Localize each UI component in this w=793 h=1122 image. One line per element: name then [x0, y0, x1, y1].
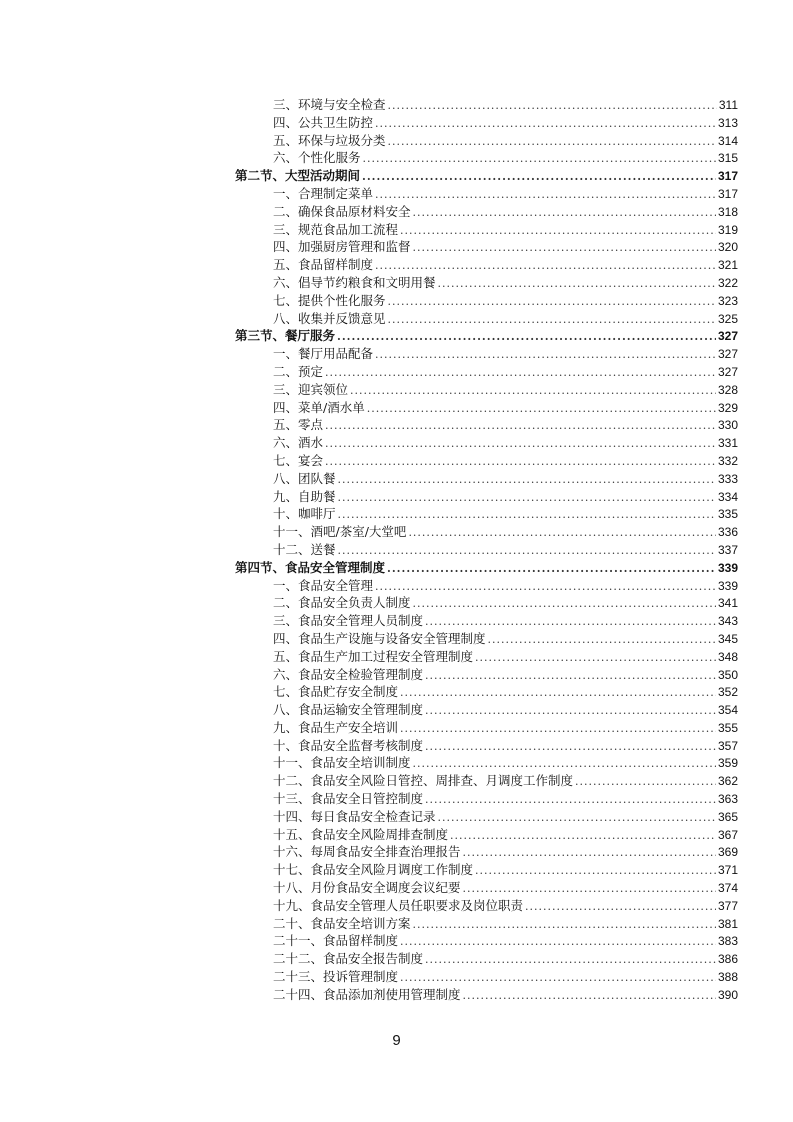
toc-entry[interactable] — [273, 932, 738, 950]
toc-entry-title: 十三、食品安全日管控制度 — [273, 791, 424, 807]
toc-entry-title: 四、食品生产设施与设备安全管理制度 — [273, 630, 486, 646]
toc-dot-leader — [413, 204, 716, 222]
toc-dot-leader — [400, 933, 716, 951]
toc-dot-leader — [338, 542, 716, 560]
toc-entry-title: 五、食品留样制度 — [273, 257, 374, 273]
toc-dot-leader — [438, 275, 716, 293]
toc-dot-leader — [325, 453, 716, 471]
toc-dot-leader — [325, 364, 716, 382]
toc-entry[interactable] — [273, 256, 738, 274]
toc-entry-title: 九、食品生产安全培训 — [273, 719, 399, 735]
toc-dot-leader — [362, 168, 716, 186]
toc-entry-title: 三、环境与安全检查 — [273, 97, 386, 112]
toc-dot-leader — [388, 293, 716, 311]
toc-dot-leader — [488, 631, 716, 649]
toc-section-entry[interactable] — [235, 167, 738, 185]
toc-entry-page: 362 — [717, 774, 738, 789]
toc-entry-page: 314 — [717, 133, 738, 148]
toc-entry-page: 390 — [717, 987, 738, 1002]
toc-entry-title: 第三节、餐厅服务 — [235, 328, 336, 344]
toc-section-entry[interactable] — [235, 327, 738, 345]
toc-dot-leader — [338, 471, 716, 489]
toc-section-entry[interactable] — [235, 559, 738, 577]
toc-entry-page: 339 — [717, 578, 738, 593]
toc-entry-title: 二十一、食品留样制度 — [273, 933, 399, 949]
toc-entry[interactable] — [273, 666, 738, 684]
toc-dot-leader — [425, 667, 716, 685]
toc-entry-page: 374 — [717, 881, 738, 896]
toc-entry-page: 383 — [717, 934, 738, 949]
toc-entry-page: 323 — [717, 293, 738, 308]
toc-entry-page: 386 — [717, 952, 738, 967]
toc-entry[interactable] — [273, 310, 738, 328]
toc-entry[interactable] — [273, 772, 738, 790]
toc-entry[interactable] — [273, 505, 738, 523]
toc-entry-page: 321 — [717, 258, 738, 273]
toc-entry[interactable] — [273, 897, 738, 915]
toc-dot-leader — [350, 382, 716, 400]
toc-entry-title: 二、确保食品原材料安全 — [273, 203, 411, 219]
toc-entry-page: 331 — [717, 436, 738, 451]
toc-entry[interactable] — [273, 843, 738, 861]
toc-entry-title: 三、迎宾领位 — [273, 381, 349, 397]
toc-entry-page: 359 — [717, 756, 738, 771]
toc-entry-page: 388 — [717, 970, 738, 985]
toc-dot-leader — [375, 346, 716, 364]
toc-entry-page: 318 — [717, 204, 738, 219]
toc-entry-title: 第四节、食品安全管理制度 — [235, 559, 386, 575]
toc-entry-page: 320 — [717, 240, 738, 255]
toc-entry-title: 五、环保与垃圾分类 — [273, 132, 386, 148]
toc-entry[interactable] — [273, 381, 738, 399]
toc-entry-page: 319 — [717, 222, 738, 237]
toc-entry-page: 363 — [717, 792, 738, 807]
toc-dot-leader — [450, 827, 716, 845]
toc-entry-title: 六、个性化服务 — [273, 150, 361, 166]
toc-entry-page: 355 — [717, 720, 738, 735]
toc-entry-page: 327 — [717, 347, 738, 362]
toc-entry-page: 381 — [717, 916, 738, 931]
toc-dot-leader — [463, 880, 716, 898]
toc-entry-title: 一、合理制定菜单 — [273, 185, 374, 201]
toc-entry-page: 341 — [717, 596, 738, 611]
toc-entry-title: 五、零点 — [273, 417, 324, 433]
toc-entry[interactable] — [273, 986, 738, 1004]
toc-entry[interactable] — [273, 683, 738, 701]
toc-entry-title: 一、餐厅用品配备 — [273, 346, 374, 362]
toc-entry[interactable] — [273, 630, 738, 648]
toc-entry-page: 333 — [717, 471, 738, 486]
toc-entry-title: 二十三、投诉管理制度 — [273, 969, 399, 985]
toc-dot-leader — [325, 435, 716, 453]
toc-dot-leader — [425, 791, 716, 809]
toc-entry-title: 十、食品安全监督考核制度 — [273, 737, 424, 753]
toc-entry[interactable] — [273, 221, 738, 239]
toc-dot-leader — [425, 738, 716, 756]
toc-dot-leader — [363, 150, 716, 168]
toc-entry[interactable] — [273, 452, 738, 470]
toc-entry[interactable] — [273, 399, 738, 417]
toc-dot-leader — [400, 684, 716, 702]
toc-entry-page: 317 — [717, 169, 738, 184]
toc-entry[interactable] — [273, 826, 738, 844]
toc-entry[interactable] — [273, 861, 738, 879]
toc-dot-leader — [400, 720, 716, 738]
toc-entry-title: 十、咖啡厅 — [273, 506, 336, 522]
toc-entry-title: 十二、食品安全风险日管控、周排查、月调度工作制度 — [273, 773, 574, 789]
toc-entry-page: 328 — [717, 382, 738, 397]
toc-entry-title: 十二、送餐 — [273, 541, 336, 557]
toc-entry-title: 第二节、大型活动期间 — [235, 168, 361, 184]
toc-entry-page: 325 — [717, 311, 738, 326]
toc-entry-page: 343 — [717, 614, 738, 629]
toc-entry[interactable] — [273, 434, 738, 452]
toc-entry-title: 十五、食品安全风险周排查制度 — [273, 826, 449, 842]
toc-entry[interactable] — [273, 701, 738, 719]
toc-entry-page: 336 — [717, 525, 738, 540]
toc-entry[interactable] — [273, 185, 738, 203]
toc-entry-page: 348 — [717, 649, 738, 664]
toc-entry-page: 329 — [717, 400, 738, 415]
toc-entry-title: 八、收集并反馈意见 — [273, 310, 386, 326]
toc-dot-leader — [463, 844, 716, 862]
table-of-contents — [0, 96, 793, 1004]
toc-entry[interactable] — [273, 292, 738, 310]
toc-entry-title: 九、自助餐 — [273, 488, 336, 504]
toc-entry-page: 371 — [717, 863, 738, 878]
toc-entry[interactable] — [273, 719, 738, 737]
toc-entry-title: 四、公共卫生防控 — [273, 114, 374, 130]
toc-entry-title: 四、加强厨房管理和监督 — [273, 239, 411, 255]
toc-entry[interactable] — [273, 790, 738, 808]
toc-dot-leader — [475, 649, 716, 667]
toc-entry[interactable] — [273, 345, 738, 363]
toc-dot-leader — [325, 417, 716, 435]
toc-entry[interactable] — [273, 132, 738, 150]
toc-entry[interactable] — [273, 203, 738, 221]
toc-entry[interactable] — [273, 968, 738, 986]
toc-entry-page: 350 — [717, 667, 738, 682]
toc-dot-leader — [375, 257, 716, 275]
toc-entry-page: 357 — [717, 738, 738, 753]
toc-entry-title: 七、提供个性化服务 — [273, 292, 386, 308]
toc-entry[interactable] — [273, 363, 738, 381]
toc-entry[interactable] — [273, 915, 738, 933]
toc-dot-leader — [367, 400, 716, 418]
toc-dot-leader — [375, 186, 716, 204]
toc-entry[interactable] — [273, 470, 738, 488]
toc-entry-page: 367 — [717, 827, 738, 842]
toc-dot-leader — [375, 115, 716, 133]
toc-entry-title: 二十四、食品添加剂使用管理制度 — [273, 986, 461, 1002]
toc-entry[interactable] — [273, 96, 738, 114]
toc-entry-title: 二、食品安全负责人制度 — [273, 595, 411, 611]
toc-entry-page: 327 — [717, 364, 738, 379]
toc-entry-title: 五、食品生产加工过程安全管理制度 — [273, 648, 474, 664]
toc-entry-page: 330 — [717, 418, 738, 433]
toc-dot-leader — [338, 506, 716, 524]
toc-entry-page: 337 — [717, 542, 738, 557]
toc-entry[interactable] — [273, 238, 738, 256]
toc-entry-page: 317 — [717, 186, 738, 201]
toc-entry[interactable] — [273, 737, 738, 755]
toc-dot-leader — [337, 328, 716, 346]
toc-entry-title: 十九、食品安全管理人员任职要求及岗位职责 — [273, 897, 524, 913]
toc-entry-page: 311 — [718, 98, 738, 112]
toc-entry[interactable] — [273, 149, 738, 167]
toc-entry-page: 335 — [717, 507, 738, 522]
toc-entry-title: 十一、酒吧/茶室/大堂吧 — [273, 524, 407, 540]
toc-entry-title: 三、食品安全管理人员制度 — [273, 613, 424, 629]
toc-entry-page: 313 — [717, 115, 738, 130]
toc-entry[interactable] — [273, 648, 738, 666]
toc-dot-leader — [338, 489, 716, 507]
toc-entry-title: 七、食品贮存安全制度 — [273, 684, 399, 700]
toc-entry-title: 二、预定 — [273, 363, 324, 379]
toc-entry[interactable] — [273, 488, 738, 506]
toc-entry-title: 六、食品安全检验管理制度 — [273, 666, 424, 682]
toc-dot-leader — [425, 702, 716, 720]
toc-entry[interactable] — [273, 879, 738, 897]
toc-entry-title: 三、规范食品加工流程 — [273, 221, 399, 237]
toc-entry[interactable] — [273, 274, 738, 292]
toc-entry-page: 345 — [717, 631, 738, 646]
toc-dot-leader — [388, 133, 716, 151]
toc-entry-title: 一、食品安全管理 — [273, 577, 374, 593]
toc-entry[interactable] — [273, 114, 738, 132]
toc-dot-leader — [388, 97, 717, 115]
toc-entry[interactable] — [273, 577, 738, 595]
toc-entry-title: 十八、月份食品安全调度会议纪要 — [273, 880, 461, 896]
toc-entry[interactable] — [273, 950, 738, 968]
toc-entry-page: 354 — [717, 703, 738, 718]
toc-entry[interactable] — [273, 541, 738, 559]
toc-entry-title: 四、菜单/酒水单 — [273, 399, 365, 415]
toc-dot-leader — [413, 595, 716, 613]
toc-entry-page: 365 — [717, 809, 738, 824]
toc-dot-leader — [387, 560, 716, 578]
toc-dot-leader — [575, 773, 716, 791]
toc-entry-title: 八、团队餐 — [273, 470, 336, 486]
toc-dot-leader — [400, 969, 716, 987]
toc-dot-leader — [400, 222, 716, 240]
toc-entry[interactable] — [273, 612, 738, 630]
toc-dot-leader — [413, 239, 716, 257]
toc-dot-leader — [425, 951, 716, 969]
toc-entry-page: 377 — [717, 898, 738, 913]
toc-entry-title: 十六、每周食品安全排查治理报告 — [273, 844, 461, 860]
toc-entry[interactable] — [273, 594, 738, 612]
toc-dot-leader — [388, 311, 716, 329]
page-number: 9 — [392, 1032, 401, 1049]
toc-dot-leader — [525, 898, 716, 916]
toc-dot-leader — [425, 613, 716, 631]
toc-entry-title: 六、倡导节约粮食和文明用餐 — [273, 274, 436, 290]
toc-entry-page: 332 — [717, 453, 738, 468]
toc-entry[interactable] — [273, 523, 738, 541]
toc-dot-leader — [413, 916, 716, 934]
toc-entry-page: 322 — [717, 275, 738, 290]
toc-entry[interactable] — [273, 754, 738, 772]
toc-dot-leader — [438, 809, 716, 827]
toc-entry-page: 352 — [717, 685, 738, 700]
toc-entry-title: 十七、食品安全风险月调度工作制度 — [273, 862, 474, 878]
toc-entry[interactable] — [273, 416, 738, 434]
toc-entry[interactable] — [273, 808, 738, 826]
toc-entry-title: 十四、每日食品安全检查记录 — [273, 808, 436, 824]
toc-entry-page: 327 — [717, 329, 738, 344]
toc-entry-title: 十一、食品安全培训制度 — [273, 755, 411, 771]
toc-entry-page: 369 — [717, 845, 738, 860]
toc-entry-page: 315 — [717, 151, 738, 166]
toc-dot-leader — [408, 524, 716, 542]
toc-entry-title: 六、酒水 — [273, 435, 324, 451]
toc-entry-page: 334 — [717, 489, 738, 504]
toc-dot-leader — [475, 862, 716, 880]
toc-entry-page: 339 — [717, 560, 738, 575]
toc-entry-title: 八、食品运输安全管理制度 — [273, 702, 424, 718]
toc-dot-leader — [463, 987, 716, 1005]
toc-entry-title: 七、宴会 — [273, 452, 324, 468]
toc-dot-leader — [375, 578, 716, 596]
toc-entry-title: 二十二、食品安全报告制度 — [273, 951, 424, 967]
toc-dot-leader — [413, 755, 716, 773]
toc-entry-title: 二十、食品安全培训方案 — [273, 915, 411, 931]
